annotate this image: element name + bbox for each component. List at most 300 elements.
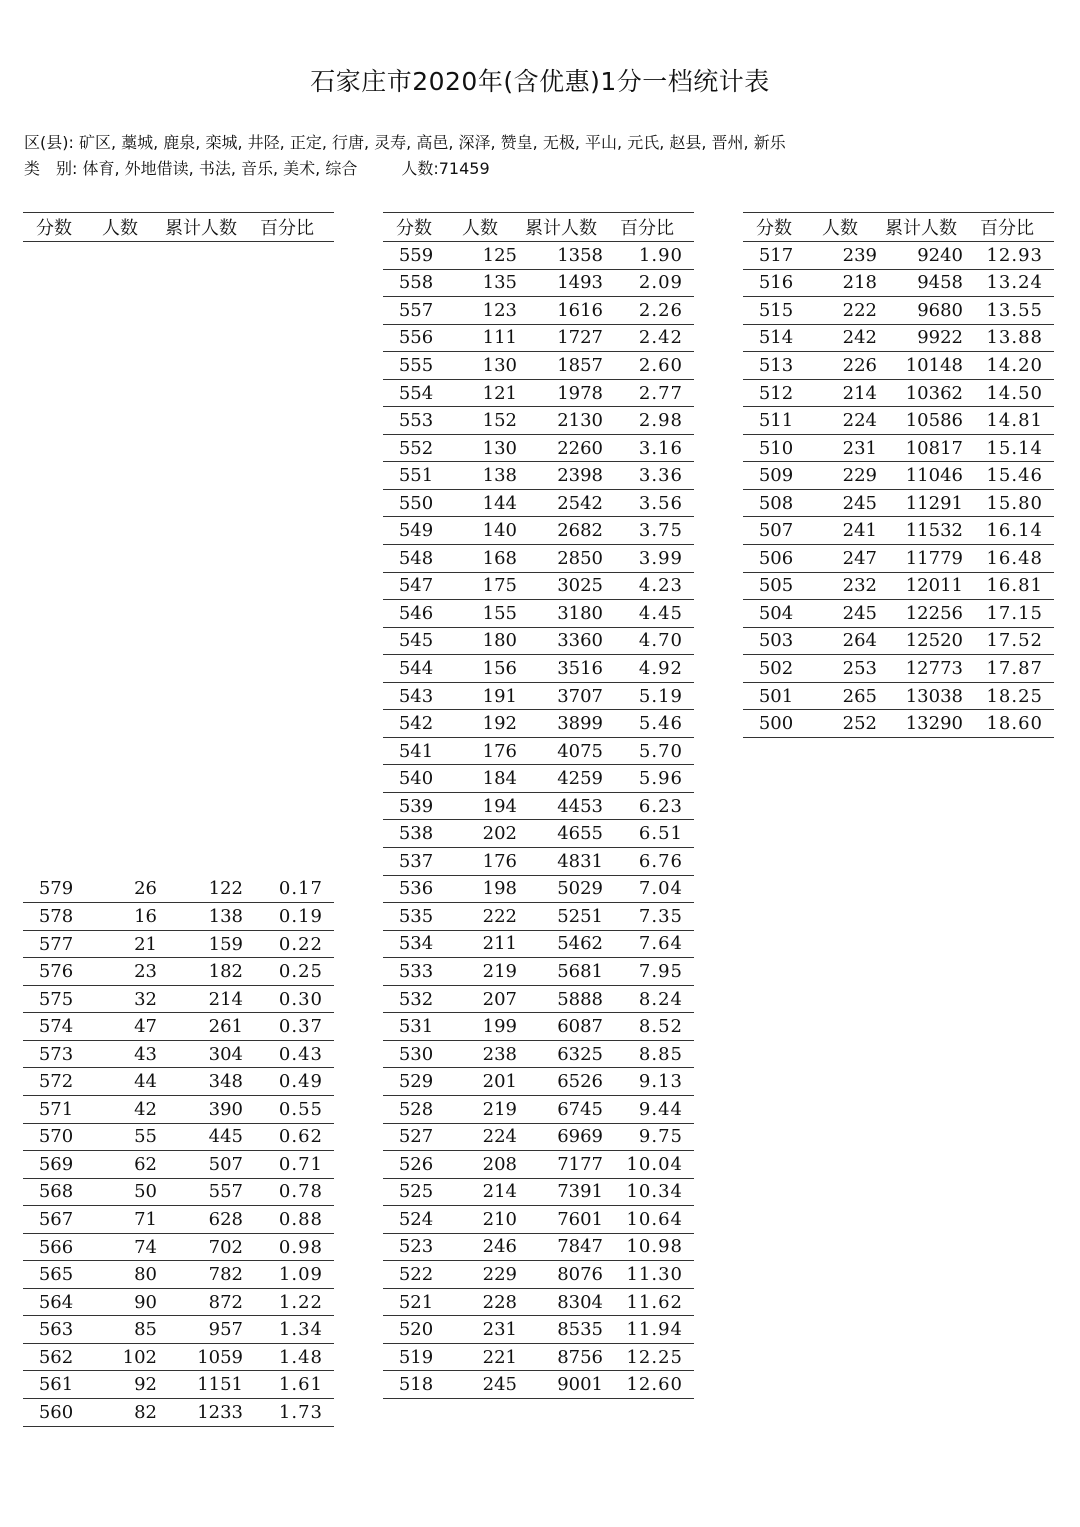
count-cell: 198 xyxy=(482,878,517,900)
cumulative-cell: 3025 xyxy=(557,575,603,597)
table-row xyxy=(383,765,694,793)
table-row xyxy=(383,600,694,628)
cumulative-cell: 4259 xyxy=(557,768,603,790)
count-cell: 252 xyxy=(842,713,877,735)
score-cell: 553 xyxy=(398,410,434,432)
score-cell: 521 xyxy=(398,1291,434,1313)
count-cell: 222 xyxy=(842,299,877,321)
score-cell: 502 xyxy=(758,657,794,679)
percent-cell: 1.22 xyxy=(278,1291,323,1313)
table-row xyxy=(383,407,694,435)
table-row xyxy=(383,655,694,683)
table-row xyxy=(383,931,694,959)
table-row xyxy=(383,876,694,904)
count-cell: 44 xyxy=(134,1071,157,1093)
cumulative-cell: 2398 xyxy=(557,465,603,487)
table-row xyxy=(743,545,1054,573)
table-row xyxy=(23,1151,334,1179)
score-cell: 543 xyxy=(398,685,434,707)
count-cell: 23 xyxy=(134,961,157,983)
score-cell: 516 xyxy=(758,272,794,294)
cumulative-cell: 159 xyxy=(208,933,243,955)
score-cell: 555 xyxy=(398,354,434,376)
percent-cell: 0.71 xyxy=(278,1153,323,1175)
table-row xyxy=(743,242,1054,270)
cumulative-cell: 12520 xyxy=(905,630,963,652)
count-cell: 92 xyxy=(134,1374,157,1396)
percent-cell: 0.78 xyxy=(278,1181,323,1203)
cumulative-cell: 10817 xyxy=(905,437,963,459)
score-cell: 579 xyxy=(38,878,74,900)
total-count: 人数:71459 xyxy=(401,159,490,178)
table-row xyxy=(743,435,1054,463)
score-cell: 535 xyxy=(398,905,434,927)
percent-cell: 9.13 xyxy=(638,1071,683,1093)
table-row xyxy=(383,545,694,573)
score-cell: 531 xyxy=(398,1016,434,1038)
table-row xyxy=(23,1096,334,1124)
count-cell: 168 xyxy=(482,547,517,569)
cumulative-cell: 348 xyxy=(208,1071,243,1093)
cumulative-cell: 261 xyxy=(208,1016,243,1038)
table-row xyxy=(383,1179,694,1207)
score-cell: 527 xyxy=(398,1126,434,1148)
table-row xyxy=(23,1013,334,1041)
count-cell: 191 xyxy=(482,685,517,707)
count-cell: 90 xyxy=(134,1291,157,1313)
count-cell: 253 xyxy=(842,657,877,679)
cumulative-cell: 628 xyxy=(208,1208,243,1230)
count-cell: 176 xyxy=(482,850,517,872)
cumulative-cell: 507 xyxy=(208,1153,243,1175)
count-cell: 265 xyxy=(842,685,877,707)
table-row xyxy=(383,1013,694,1041)
cumulative-cell: 5681 xyxy=(557,960,603,982)
table-row xyxy=(383,352,694,380)
percent-cell: 11.94 xyxy=(626,1319,683,1341)
cumulative-cell: 702 xyxy=(208,1236,243,1258)
score-cell: 548 xyxy=(398,547,434,569)
cumulative-cell: 1493 xyxy=(557,272,603,294)
score-cell: 538 xyxy=(398,823,434,845)
table-row xyxy=(383,380,694,408)
score-cell: 549 xyxy=(398,520,434,542)
score-cell: 525 xyxy=(398,1181,434,1203)
score-cell: 558 xyxy=(398,272,434,294)
score-cell: 520 xyxy=(398,1319,434,1341)
table-row xyxy=(23,1399,334,1427)
cumulative-cell: 3516 xyxy=(557,657,603,679)
cumulative-cell: 6969 xyxy=(557,1126,603,1148)
count-cell: 241 xyxy=(842,520,877,542)
table-row xyxy=(743,325,1054,353)
cumulative-cell: 9458 xyxy=(917,272,963,294)
score-cell: 540 xyxy=(398,768,434,790)
cumulative-cell: 13038 xyxy=(905,685,963,707)
percent-cell: 9.44 xyxy=(638,1098,683,1120)
score-cell: 514 xyxy=(758,327,794,349)
cumulative-cell: 3180 xyxy=(557,602,603,624)
percent-cell: 17.87 xyxy=(986,657,1043,679)
percent-cell: 14.50 xyxy=(986,382,1043,404)
score-cell: 571 xyxy=(38,1098,74,1120)
percent-cell: 0.43 xyxy=(278,1043,323,1065)
table-row xyxy=(383,1371,694,1399)
score-cell: 565 xyxy=(38,1264,74,1286)
cumulative-cell: 13290 xyxy=(905,713,963,735)
page-title: 石家庄市2020年(含优惠)1分一档统计表 xyxy=(310,67,770,96)
count-cell: 55 xyxy=(134,1126,157,1148)
percent-cell: 12.93 xyxy=(986,244,1043,266)
score-cell: 500 xyxy=(758,713,794,735)
cumulative-cell: 957 xyxy=(208,1319,243,1341)
cumulative-cell: 6087 xyxy=(557,1016,603,1038)
table-row xyxy=(383,517,694,545)
percent-cell: 3.56 xyxy=(638,492,683,514)
count-cell: 210 xyxy=(482,1208,517,1230)
percent-cell: 16.48 xyxy=(986,547,1043,569)
table-row xyxy=(383,1344,694,1372)
count-cell: 226 xyxy=(842,354,877,376)
percent-cell: 0.22 xyxy=(278,933,323,955)
cumulative-cell: 6526 xyxy=(557,1071,603,1093)
cumulative-cell: 11046 xyxy=(905,465,963,487)
header-cumulative: 累计人数 xyxy=(525,218,597,239)
percent-cell: 13.55 xyxy=(986,299,1043,321)
cumulative-cell: 8304 xyxy=(557,1291,603,1313)
count-cell: 245 xyxy=(842,492,877,514)
table-row xyxy=(383,1261,694,1289)
cumulative-cell: 6325 xyxy=(557,1043,603,1065)
score-cell: 530 xyxy=(398,1043,434,1065)
count-cell: 231 xyxy=(482,1319,517,1341)
count-cell: 214 xyxy=(482,1181,517,1203)
percent-cell: 1.48 xyxy=(278,1346,323,1368)
table-row xyxy=(383,793,694,821)
count-cell: 175 xyxy=(482,575,517,597)
cumulative-cell: 182 xyxy=(208,961,243,983)
percent-cell: 0.55 xyxy=(278,1098,323,1120)
score-cell: 509 xyxy=(758,465,794,487)
cumulative-cell: 10148 xyxy=(905,354,963,376)
count-cell: 50 xyxy=(134,1181,157,1203)
cumulative-cell: 2682 xyxy=(557,520,603,542)
percent-cell: 10.98 xyxy=(626,1236,683,1258)
percent-cell: 0.62 xyxy=(278,1126,323,1148)
count-cell: 214 xyxy=(842,382,877,404)
cumulative-cell: 10362 xyxy=(905,382,963,404)
percent-cell: 10.64 xyxy=(626,1208,683,1230)
percent-cell: 6.23 xyxy=(638,795,683,817)
table-row xyxy=(743,655,1054,683)
header-count: 人数 xyxy=(462,218,498,239)
table-row xyxy=(743,462,1054,490)
cumulative-cell: 1727 xyxy=(557,327,603,349)
score-cell: 572 xyxy=(38,1071,74,1093)
count-cell: 229 xyxy=(842,465,877,487)
count-cell: 16 xyxy=(134,905,157,927)
table-row xyxy=(743,600,1054,628)
table-row xyxy=(23,903,334,931)
cumulative-cell: 6745 xyxy=(557,1098,603,1120)
percent-cell: 17.52 xyxy=(986,630,1043,652)
score-cell: 574 xyxy=(38,1016,74,1038)
count-cell: 228 xyxy=(482,1291,517,1313)
cumulative-cell: 7601 xyxy=(557,1208,603,1230)
table-row xyxy=(23,1206,334,1234)
count-cell: 245 xyxy=(842,602,877,624)
percent-cell: 8.52 xyxy=(638,1016,683,1038)
percent-cell: 14.20 xyxy=(986,354,1043,376)
percent-cell: 7.64 xyxy=(638,933,683,955)
percent-cell: 11.62 xyxy=(626,1291,683,1313)
count-cell: 130 xyxy=(482,437,517,459)
table-row xyxy=(383,435,694,463)
score-cell: 505 xyxy=(758,575,794,597)
percent-cell: 4.92 xyxy=(638,657,683,679)
percent-cell: 2.77 xyxy=(638,382,683,404)
count-cell: 208 xyxy=(482,1153,517,1175)
score-cell: 575 xyxy=(38,988,74,1010)
table-row xyxy=(383,325,694,353)
header-cumulative: 累计人数 xyxy=(885,218,957,239)
percent-cell: 3.99 xyxy=(638,547,683,569)
cumulative-cell: 11779 xyxy=(905,547,963,569)
header-score: 分数 xyxy=(756,218,792,239)
table-row xyxy=(23,1179,334,1207)
count-cell: 199 xyxy=(482,1016,517,1038)
percent-cell: 12.60 xyxy=(626,1374,683,1396)
table-row xyxy=(383,573,694,601)
table-row xyxy=(383,1124,694,1152)
score-cell: 570 xyxy=(38,1126,74,1148)
count-cell: 246 xyxy=(482,1236,517,1258)
score-cell: 526 xyxy=(398,1153,434,1175)
table-row xyxy=(383,462,694,490)
score-cell: 563 xyxy=(38,1319,74,1341)
count-cell: 152 xyxy=(482,410,517,432)
table-row xyxy=(23,1234,334,1262)
percent-cell: 2.42 xyxy=(638,327,683,349)
table-row xyxy=(23,1316,334,1344)
score-cell: 504 xyxy=(758,602,794,624)
score-cell: 552 xyxy=(398,437,434,459)
cumulative-cell: 138 xyxy=(208,905,243,927)
cumulative-cell: 1857 xyxy=(557,354,603,376)
score-cell: 564 xyxy=(38,1291,74,1313)
score-cell: 559 xyxy=(398,244,434,266)
header-count: 人数 xyxy=(102,218,138,239)
table-row xyxy=(383,1289,694,1317)
percent-cell: 1.09 xyxy=(278,1264,323,1286)
cumulative-cell: 9922 xyxy=(917,327,963,349)
score-cell: 554 xyxy=(398,382,434,404)
count-cell: 202 xyxy=(482,823,517,845)
header-score: 分数 xyxy=(36,218,72,239)
table-header xyxy=(743,212,1054,242)
score-cell: 536 xyxy=(398,878,434,900)
score-cell: 533 xyxy=(398,960,434,982)
table-row xyxy=(743,628,1054,656)
percent-cell: 3.75 xyxy=(638,520,683,542)
header-percent: 百分比 xyxy=(980,218,1034,239)
count-cell: 135 xyxy=(482,272,517,294)
cumulative-cell: 3360 xyxy=(557,630,603,652)
count-cell: 222 xyxy=(482,905,517,927)
count-cell: 82 xyxy=(134,1401,157,1423)
count-cell: 207 xyxy=(482,988,517,1010)
cumulative-cell: 557 xyxy=(208,1181,243,1203)
percent-cell: 8.85 xyxy=(638,1043,683,1065)
table-row xyxy=(383,1206,694,1234)
score-cell: 542 xyxy=(398,713,434,735)
percent-cell: 1.34 xyxy=(278,1319,323,1341)
table-row xyxy=(743,407,1054,435)
cumulative-cell: 4075 xyxy=(557,740,603,762)
percent-cell: 0.98 xyxy=(278,1236,323,1258)
percent-cell: 14.81 xyxy=(986,410,1043,432)
count-cell: 138 xyxy=(482,465,517,487)
score-cell: 528 xyxy=(398,1098,434,1120)
count-cell: 144 xyxy=(482,492,517,514)
table-row xyxy=(383,710,694,738)
percent-cell: 0.17 xyxy=(278,878,323,900)
count-cell: 201 xyxy=(482,1071,517,1093)
score-cell: 517 xyxy=(758,244,794,266)
percent-cell: 15.80 xyxy=(986,492,1043,514)
count-cell: 121 xyxy=(482,382,517,404)
cumulative-cell: 2850 xyxy=(557,547,603,569)
percent-cell: 4.45 xyxy=(638,602,683,624)
cumulative-cell: 5462 xyxy=(557,933,603,955)
cumulative-cell: 445 xyxy=(208,1126,243,1148)
percent-cell: 12.25 xyxy=(626,1346,683,1368)
count-cell: 71 xyxy=(134,1208,157,1230)
score-cell: 529 xyxy=(398,1071,434,1093)
cumulative-cell: 7391 xyxy=(557,1181,603,1203)
count-cell: 247 xyxy=(842,547,877,569)
count-cell: 43 xyxy=(134,1043,157,1065)
percent-cell: 13.24 xyxy=(986,272,1043,294)
table-row xyxy=(383,1151,694,1179)
table-body xyxy=(743,242,1054,738)
table-row xyxy=(23,1041,334,1069)
score-cell: 561 xyxy=(38,1374,74,1396)
score-cell: 550 xyxy=(398,492,434,514)
count-cell: 21 xyxy=(134,933,157,955)
table-row xyxy=(23,986,334,1014)
percent-cell: 2.60 xyxy=(638,354,683,376)
score-cell: 560 xyxy=(38,1401,74,1423)
count-cell: 123 xyxy=(482,299,517,321)
count-cell: 221 xyxy=(482,1346,517,1368)
cumulative-cell: 5251 xyxy=(557,905,603,927)
score-cell: 510 xyxy=(758,437,794,459)
cumulative-cell: 7847 xyxy=(557,1236,603,1258)
score-cell: 569 xyxy=(38,1153,74,1175)
percent-cell: 0.49 xyxy=(278,1071,323,1093)
score-cell: 506 xyxy=(758,547,794,569)
cumulative-cell: 5029 xyxy=(557,878,603,900)
cumulative-cell: 10586 xyxy=(905,410,963,432)
table-row xyxy=(383,986,694,1014)
percent-cell: 18.25 xyxy=(986,685,1043,707)
table-row xyxy=(743,573,1054,601)
cumulative-cell: 12773 xyxy=(905,657,963,679)
table-row xyxy=(383,242,694,270)
table-row xyxy=(743,270,1054,298)
percent-cell: 16.81 xyxy=(986,575,1043,597)
cumulative-cell: 4453 xyxy=(557,795,603,817)
cumulative-cell: 2260 xyxy=(557,437,603,459)
score-cell: 562 xyxy=(38,1346,74,1368)
cumulative-cell: 4831 xyxy=(557,850,603,872)
percent-cell: 17.15 xyxy=(986,602,1043,624)
table-row xyxy=(383,270,694,298)
percent-cell: 2.98 xyxy=(638,410,683,432)
cumulative-cell: 1233 xyxy=(197,1401,243,1423)
count-cell: 125 xyxy=(482,244,517,266)
score-cell: 523 xyxy=(398,1236,434,1258)
count-cell: 155 xyxy=(482,602,517,624)
cumulative-cell: 9680 xyxy=(917,299,963,321)
cumulative-cell: 2542 xyxy=(557,492,603,514)
percent-cell: 4.23 xyxy=(638,575,683,597)
header-cumulative: 累计人数 xyxy=(165,218,237,239)
cumulative-cell: 11532 xyxy=(905,520,963,542)
table-row xyxy=(23,1371,334,1399)
score-cell: 573 xyxy=(38,1043,74,1065)
table-row xyxy=(23,876,334,904)
score-cell: 556 xyxy=(398,327,434,349)
percent-cell: 0.25 xyxy=(278,961,323,983)
count-cell: 176 xyxy=(482,740,517,762)
cumulative-cell: 1151 xyxy=(197,1374,243,1396)
percent-cell: 7.35 xyxy=(638,905,683,927)
percent-cell: 16.14 xyxy=(986,520,1043,542)
cumulative-cell: 12256 xyxy=(905,602,963,624)
cumulative-cell: 5888 xyxy=(557,988,603,1010)
table-row xyxy=(383,820,694,848)
cumulative-cell: 1978 xyxy=(557,382,603,404)
count-cell: 224 xyxy=(842,410,877,432)
table-header xyxy=(383,212,694,242)
score-cell: 503 xyxy=(758,630,794,652)
count-cell: 211 xyxy=(482,933,517,955)
percent-cell: 1.61 xyxy=(278,1374,323,1396)
score-cell: 518 xyxy=(398,1374,434,1396)
category-list: 类 别: 体育, 外地借读, 书法, 音乐, 美术, 综合 xyxy=(24,159,358,178)
table-header xyxy=(23,212,334,242)
table-row xyxy=(743,683,1054,711)
count-cell: 218 xyxy=(842,272,877,294)
cumulative-cell: 1358 xyxy=(557,244,603,266)
score-cell: 537 xyxy=(398,850,434,872)
count-cell: 224 xyxy=(482,1126,517,1148)
percent-cell: 7.04 xyxy=(638,878,683,900)
cumulative-cell: 7177 xyxy=(557,1153,603,1175)
table-row xyxy=(383,848,694,876)
table-row xyxy=(23,1289,334,1317)
count-cell: 42 xyxy=(134,1098,157,1120)
percent-cell: 18.60 xyxy=(986,713,1043,735)
count-cell: 194 xyxy=(482,795,517,817)
district-list: 区(县): 矿区, 藁城, 鹿泉, 栾城, 井陉, 正定, 行唐, 灵寿, 高邑, 深泽, 赞皇, 无极, 平山, 元氏, 赵县, 晋州, 新乐 xyxy=(24,133,786,152)
count-cell: 232 xyxy=(842,575,877,597)
cumulative-cell: 782 xyxy=(208,1264,243,1286)
count-cell: 245 xyxy=(482,1374,517,1396)
count-cell: 26 xyxy=(134,878,157,900)
